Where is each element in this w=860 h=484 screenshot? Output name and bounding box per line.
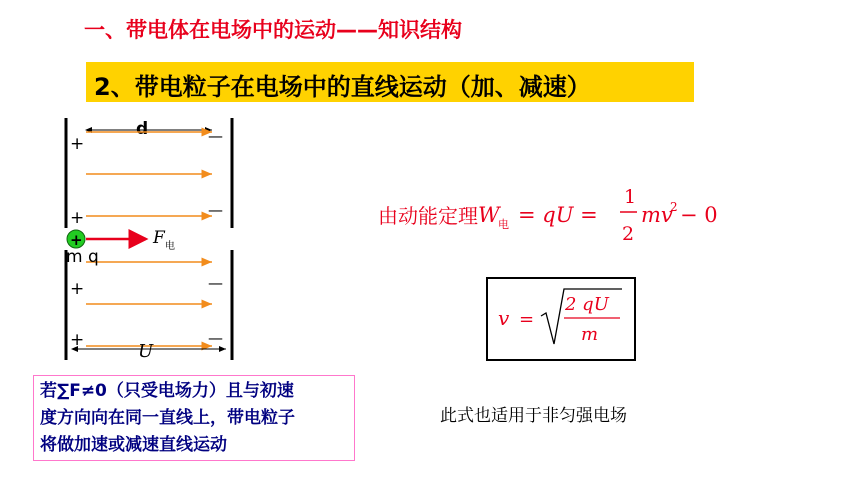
formula-square: 2	[670, 200, 678, 214]
subtitle-text: 2、带电粒子在电场中的直线运动（加、减速）	[94, 73, 591, 101]
applies-note: 此式也适用于非匀强电场	[440, 406, 627, 426]
label-U: U	[138, 341, 154, 362]
label-mq: m q	[66, 247, 99, 267]
velocity-formula-box	[486, 277, 636, 361]
root-numerator: 2 qU	[565, 294, 609, 315]
note-line-1: 若∑F≠0（只受电场力）且与初速	[40, 381, 294, 401]
minus-sign: —	[208, 127, 223, 145]
minus-sign: —	[208, 329, 223, 347]
energy-prefix: 由动能定理	[378, 204, 478, 228]
label-F: F	[153, 228, 165, 248]
particle-plus: +	[70, 231, 83, 249]
minus-sign: —	[208, 274, 223, 292]
note-line-2: 度方向向在同一直线上，带电粒子	[40, 408, 295, 428]
label-d: d	[136, 119, 149, 139]
formula-W-sub: 电	[498, 218, 509, 231]
plus-sign: +	[70, 208, 85, 228]
root-denominator: m	[581, 324, 599, 345]
note-line-3: 将做加速或减速直线运动	[40, 435, 227, 455]
plus-sign: +	[70, 134, 85, 154]
condition-note	[33, 375, 355, 461]
fraction-numerator: 1	[624, 186, 637, 208]
plus-sign: +	[70, 279, 85, 299]
formula-minus-zero: − 0	[680, 203, 718, 227]
plus-sign: +	[70, 330, 85, 350]
formula-eq: =	[519, 309, 535, 330]
formula-W: W	[478, 203, 500, 227]
label-F-sub: 电	[165, 241, 175, 252]
formula-qU: = qU =	[518, 203, 598, 227]
fraction-denominator: 2	[622, 223, 635, 245]
minus-sign: —	[208, 201, 223, 219]
page-title: 一、带电体在电场中的运动——知识结构	[84, 18, 462, 42]
formula-v: v	[498, 306, 510, 330]
formula-mv: mv	[641, 203, 673, 227]
